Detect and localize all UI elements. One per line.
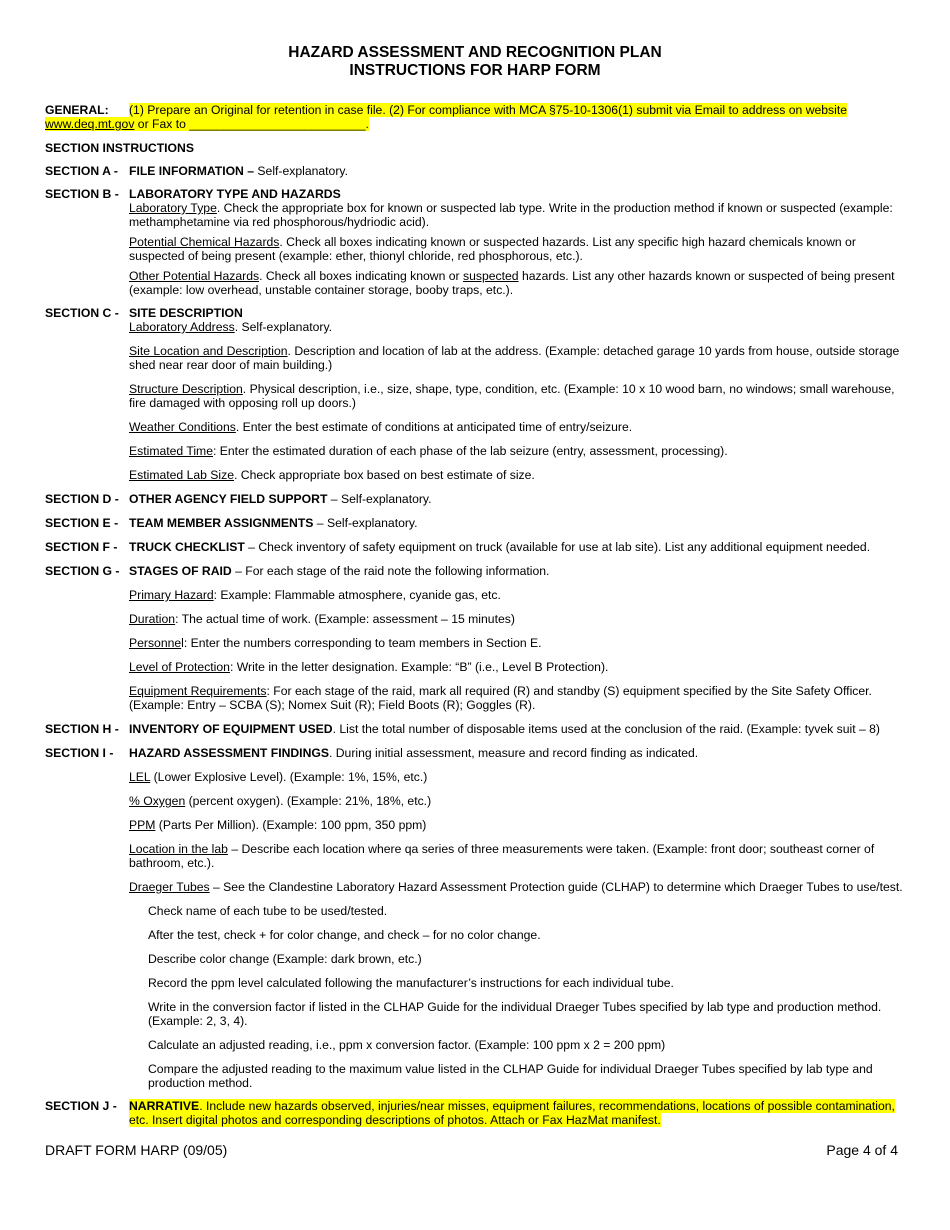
section-i-item-4 — [129, 842, 905, 870]
section-d-text: – Self-explanatory. — [327, 492, 432, 506]
section-h — [45, 722, 905, 736]
item-title: Estimated Time — [129, 444, 213, 458]
item-title: Other Potential Hazards — [129, 269, 260, 283]
section-j-label: SECTION J - — [45, 1099, 117, 1113]
item-title: Equipment Requirements — [129, 684, 267, 698]
general-label: GENERAL: — [45, 103, 109, 117]
item-title: LEL — [129, 770, 151, 784]
item-title: Potential Chemical Hazards — [129, 235, 280, 249]
section-j — [45, 1099, 905, 1127]
item-title: Site Location and Description — [129, 344, 288, 358]
item-text: l: Enter the numbers corresponding to team members in Section E. — [181, 636, 542, 650]
item-text: hazards. List any other hazards known or suspected of being present (example: low overhead, unstable container storage, booby traps, etc.). — [129, 269, 895, 297]
item-text: : Enter the estimated duration of each phase of the lab seizure (entry, assessment, processing). — [213, 444, 728, 458]
section-a-heading: FILE INFORMATION – — [129, 164, 255, 178]
item-text: . Description and location of lab at the address. (Example: detached garage 10 yards from house, outside storage shed near rear door of main building.) — [129, 344, 900, 372]
item-text: (Parts Per Million). (Example: 100 ppm, 350 ppm) — [155, 818, 427, 832]
item-title: Draeger Tubes — [129, 880, 210, 894]
draeger-step-1: Check name of each tube to be used/tested. — [148, 904, 388, 918]
section-i-item-5 — [129, 880, 905, 894]
section-c-heading: SITE DESCRIPTION — [129, 306, 243, 320]
section-instructions-heading: SECTION INSTRUCTIONS — [45, 141, 194, 155]
section-b — [45, 187, 905, 297]
item-text: (Lower Explosive Level). (Example: 1%, 15%, etc.) — [150, 770, 428, 784]
section-c — [45, 306, 905, 482]
section-g-item-2 — [129, 612, 905, 626]
fax-text: or Fax to — [134, 117, 190, 131]
item-title: PPM — [129, 818, 156, 832]
section-a-label: SECTION A - — [45, 164, 118, 178]
item-text: : Example: Flammable atmosphere, cyanide gas, etc. — [213, 588, 501, 602]
item-text: . Check the appropriate box for known or suspected lab type. Write in the production method if known or suspected (example: methamphetamine via red phosphorous/hydriodic acid). — [129, 201, 893, 229]
item-text: (percent oxygen). (Example: 21%, 18%, etc.) — [185, 794, 432, 808]
section-d — [45, 492, 905, 506]
section-g-item-5 — [129, 684, 905, 712]
section-f-label: SECTION F - — [45, 540, 118, 554]
item-text: : The actual time of work. (Example: assessment – 15 minutes) — [175, 612, 515, 626]
section-f-heading: TRUCK CHECKLIST — [129, 540, 245, 554]
section-f — [45, 540, 905, 554]
section-c-item-4 — [129, 420, 905, 434]
page-footer — [45, 1142, 905, 1158]
item-title: Weather Conditions — [129, 420, 236, 434]
item-text: . Self-explanatory. — [234, 320, 333, 334]
footer-form-id: DRAFT FORM HARP (09/05) — [45, 1142, 228, 1158]
general-paragraph — [45, 103, 905, 131]
draeger-step-3: Describe color change (Example: dark brown, etc.) — [148, 952, 422, 966]
item-text: : Write in the letter designation. Example: “B” (i.e., Level B Protection). — [229, 660, 609, 674]
item-title: Structure Description — [129, 382, 243, 396]
section-g — [45, 564, 905, 712]
section-i — [45, 746, 905, 1090]
section-g-text: – For each stage of the raid note the following information. — [231, 564, 550, 578]
section-h-heading: INVENTORY OF EQUIPMENT USED — [129, 722, 333, 736]
section-g-label: SECTION G - — [45, 564, 120, 578]
item-text: : For each stage of the raid, mark all required (R) and standby (S) equipment specified by the Site Safety Officer. (Example: Entry – SCBA (S); Nomex Suit (R); Field Boots (R); Goggles (R). — [129, 684, 872, 712]
section-c-item-2 — [129, 344, 905, 372]
section-b-heading: LABORATORY TYPE AND HAZARDS — [129, 187, 341, 201]
section-c-item-6 — [129, 468, 905, 482]
section-e — [45, 516, 905, 530]
section-e-label: SECTION E - — [45, 516, 119, 530]
section-d-label: SECTION D - — [45, 492, 119, 506]
item-title: % Oxygen — [129, 794, 186, 808]
section-h-text: . List the total number of disposable items used at the conclusion of the raid. (Example: tyvek suit – 8) — [332, 722, 880, 736]
general-end: . — [365, 117, 369, 131]
item-text: . Check all boxes indicating known or — [259, 269, 463, 283]
document-title — [45, 44, 905, 80]
item-text: – See the Clandestine Laboratory Hazard Assessment Protection guide (CLHAP) to determine which Draeger Tubes to use/test. — [209, 880, 903, 894]
item-text: . Check all boxes indicating known or suspected hazards. List any specific high hazard chemicals known or suspected of being present (example: ether, thionyl chloride, red phosphorous, etc.). — [129, 235, 856, 263]
item-title: Laboratory Address — [129, 320, 235, 334]
item-text: . Physical description, i.e., size, shape, type, condition, etc. (Example: 10 x 10 wood barn, no windows; small warehouse, fire damaged with opposing roll up doors.) — [129, 382, 895, 410]
item-title: Duration — [129, 612, 176, 626]
section-b-item-1 — [129, 201, 905, 229]
section-i-label: SECTION I - — [45, 746, 114, 760]
website-link[interactable]: www.deq.mt.gov — [45, 117, 135, 131]
section-j-text: . Include new hazards observed, injuries/near misses, equipment failures, recommendations, locations of possible contamination, etc. Insert digital photos and corresponding descriptions of photos. Attach or Fax HazMat manifest. — [129, 1099, 895, 1127]
draeger-step-7: Compare the adjusted reading to the maximum value listed in the CLHAP Guide for individual Draeger Tubes specified by lab type and production method. — [148, 1062, 873, 1090]
section-g-heading: STAGES OF RAID — [129, 564, 232, 578]
item-text: . Check appropriate box based on best estimate of size. — [234, 468, 535, 482]
section-g-item-3 — [129, 636, 905, 650]
section-c-label: SECTION C - — [45, 306, 119, 320]
item-title: Level of Protection — [129, 660, 230, 674]
section-i-heading: HAZARD ASSESSMENT FINDINGS — [129, 746, 329, 760]
section-d-heading: OTHER AGENCY FIELD SUPPORT — [129, 492, 328, 506]
section-c-item-1 — [129, 320, 905, 334]
section-i-item-1 — [129, 770, 905, 784]
section-i-item-2 — [129, 794, 905, 808]
title-line-1: HAZARD ASSESSMENT AND RECOGNITION PLAN — [288, 44, 662, 61]
section-h-label: SECTION H - — [45, 722, 119, 736]
item-title: Primary Hazard — [129, 588, 214, 602]
fax-blank: __________________________ — [189, 117, 366, 131]
section-b-item-3 — [129, 269, 905, 297]
draeger-step-2: After the test, check + for color change, and check – for no color change. — [148, 928, 541, 942]
item-text: – Describe each location where qa series of three measurements were taken. (Example: front door; southeast corner of bathroom, etc.). — [129, 842, 875, 870]
document-page — [45, 44, 905, 1127]
footer-page-number: Page 4 of 4 — [826, 1142, 898, 1158]
section-a-text: Self-explanatory. — [254, 164, 348, 178]
item-title: Laboratory Type — [129, 201, 217, 215]
item-title: Estimated Lab Size — [129, 468, 235, 482]
section-c-item-3 — [129, 382, 905, 410]
draeger-step-6: Calculate an adjusted reading, i.e., ppm x conversion factor. (Example: 100 ppm x 2 = 200 ppm) — [148, 1038, 666, 1052]
section-e-text: – Self-explanatory. — [313, 516, 418, 530]
section-a — [45, 164, 905, 178]
section-b-item-2 — [129, 235, 905, 263]
section-g-item-1 — [129, 588, 905, 602]
draeger-step-4: Record the ppm level calculated following the manufacturer’s instructions for each individual tube. — [148, 976, 674, 990]
general-text: (1) Prepare an Original for retention in case file. (2) For compliance with MCA §75-10-1306(1) submit via Email to address on website — [128, 103, 848, 117]
item-text: . Enter the best estimate of conditions at anticipated time of entry/seizure. — [235, 420, 633, 434]
section-b-label: SECTION B - — [45, 187, 119, 201]
item-title: Personne — [129, 636, 182, 650]
section-f-text: – Check inventory of safety equipment on truck (available for use at lab site). List any additional equipment needed. — [244, 540, 871, 554]
section-i-item-3 — [129, 818, 905, 832]
item-title: Location in the lab — [129, 842, 228, 856]
section-e-heading: TEAM MEMBER ASSIGNMENTS — [129, 516, 314, 530]
item-underlined: suspected — [463, 269, 519, 283]
section-j-heading: NARRATIVE — [129, 1099, 200, 1113]
section-c-item-5 — [129, 444, 905, 458]
draeger-step-5: Write in the conversion factor if listed in the CLHAP Guide for the individual Draeger Tubes specified by lab type and production method. (Example: 2, 3, 4). — [148, 1000, 882, 1028]
section-g-item-4 — [129, 660, 905, 674]
title-line-2: INSTRUCTIONS FOR HARP FORM — [349, 62, 601, 79]
section-i-text: . During initial assessment, measure and record finding as indicated. — [328, 746, 699, 760]
